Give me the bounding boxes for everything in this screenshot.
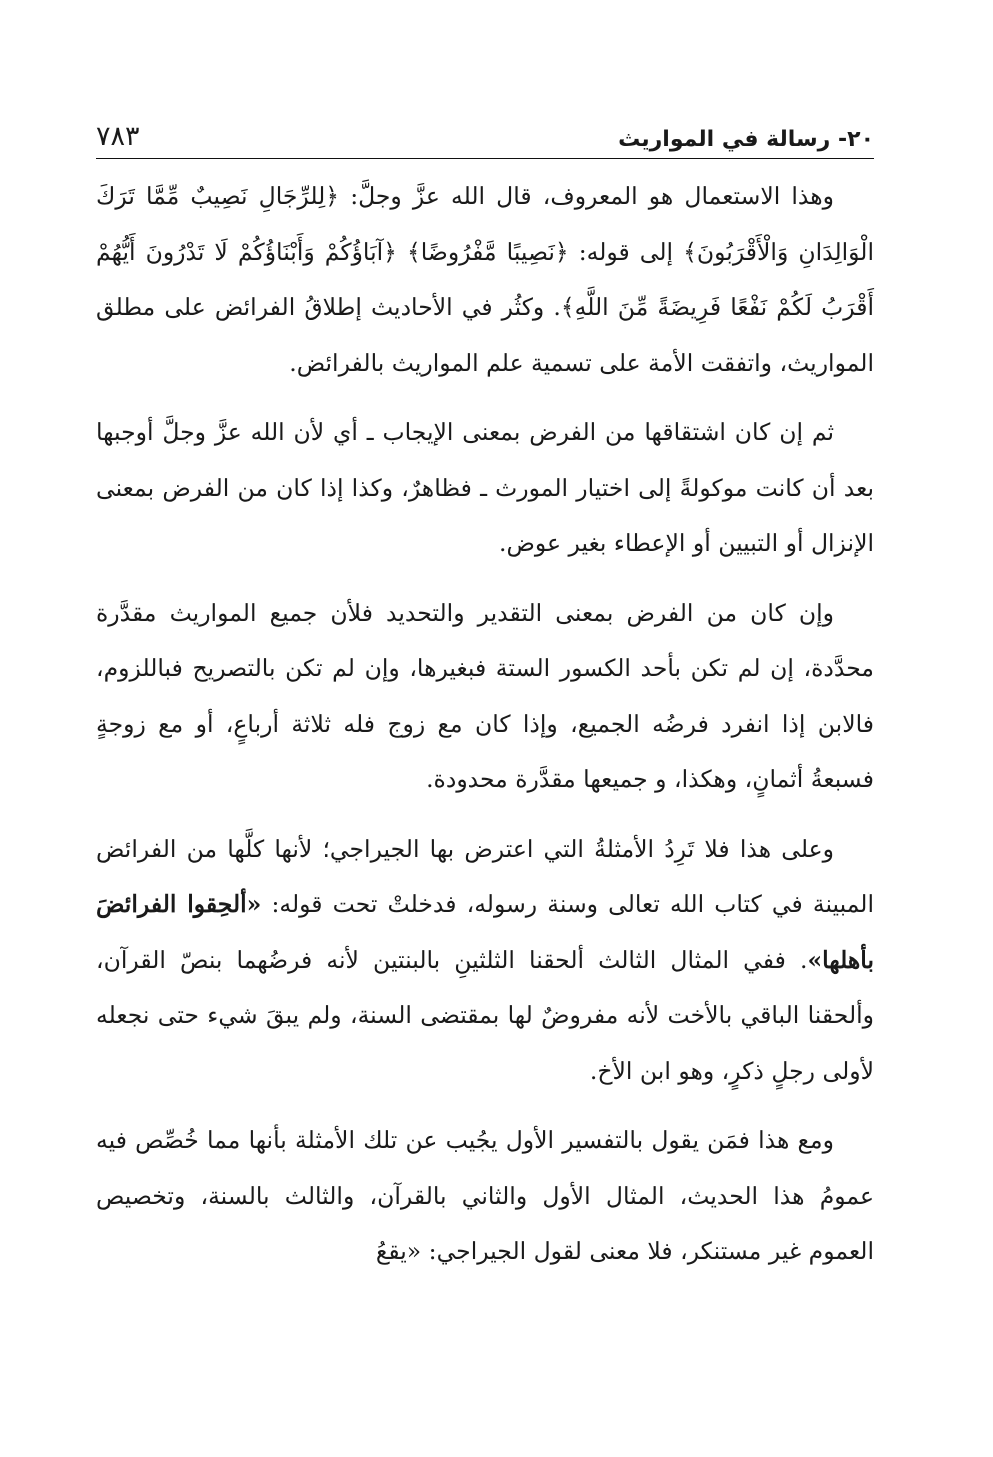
chapter-title: ٢٠- رسالة في المواريث	[618, 127, 874, 152]
running-header	[96, 110, 874, 152]
quran-verse: ﴿لِلرِّجَالِ نَصِيبٌ مِّمَّا تَرَكَ الْوَالِدَانِ وَالْأَقْرَبُونَ﴾	[96, 182, 874, 266]
paragraph-3	[96, 586, 874, 808]
paragraph-4	[96, 822, 874, 1100]
text-run: وهذا الاستعمال هو المعروف، قال الله عزَّ وجلَّ:	[339, 182, 834, 210]
text-run: . ففي المثال الثالث ألحقنا الثلثينِ بالبنتين لأنه فرضُهما بنصّ القرآن، وألحقنا الباقي بالأخت لأنه مفروضٌ لها بمقتضى السنة، ولم يبقَ شيء حتى نجعله لأولى رجلٍ ذكرٍ، وهو ابن الأخ.	[96, 945, 874, 1085]
text-run: إلى قوله:	[568, 237, 684, 266]
text-run: وإن كان من الفرض بمعنى التقدير والتحديد فلأن جميع المواريث مقدَّرة محدَّدة، إن لم تكن بأحد الكسور الستة فبغيرها، وإن لم تكن بالتصريح فباللزوم، فالابن إذا انفرد فرضُه الجميع، وإذا كان مع زوج فله ثلاثة أرباعٍ، أو مع زوجةٍ فسبعةُ أثمانٍ، وهكذا، و جميعها مقدَّرة محدودة.	[96, 598, 874, 793]
paragraph-5	[96, 1113, 874, 1280]
header-rule	[96, 158, 874, 159]
text-run: ثم إن كان اشتقاقها من الفرض بمعنى الإيجاب ـ أي لأن الله عزَّ وجلَّ أوجبها بعد أن كانت موكولةً إلى اختيار المورث ـ فظاهرٌ، وكذا إذا كان من الفرض بمعنى الإنزال أو التبيين أو الإعطاء بغير عوض.	[96, 418, 874, 557]
text-run: وعلى هذا فلا تَرِدُ الأمثلةُ التي اعترض بها الجيراجي؛ لأنها كلَّها من الفرائض المبينة في كتاب الله تعالى وسنة رسوله، فدخلتْ تحت قوله:	[96, 834, 875, 918]
text-run: ومع هذا فمَن يقول بالتفسير الأول يجُيب عن تلك الأمثلة بأنها مما خُصِّص فيه عمومُ هذا الحديث، المثال الأول والثاني بالقرآن، والثالث بالسنة، وتخصيص العموم غير مستنكر، فلا معنى لقول الجيراجي: «يقعُ	[96, 1126, 874, 1265]
page-number: ٧٨٣	[96, 121, 140, 152]
body-text	[96, 169, 874, 1280]
quran-verse: ﴿نَصِيبًا مَّفْرُوضًا﴾ ﴿آبَاؤُكُمْ وَأَبْنَاؤُكُمْ لَا تَدْرُونَ أَيُّهُمْ أَقْرَبُ لَكُمْ نَفْعًا فَرِيضَةً مِّنَ اللَّهِ﴾	[96, 237, 874, 321]
text-run: . وكثُر في الأحاديث إطلاقُ الفرائض على مطلق المواريث، واتفقت الأمة على تسمية علم المواريث بالفرائض.	[96, 293, 874, 377]
hadith-quote: «ألحِقوا الفرائضَ بأهلها»	[96, 890, 874, 974]
paragraph-2	[96, 405, 874, 572]
paragraph-1	[96, 169, 874, 391]
book-page	[96, 110, 874, 1294]
